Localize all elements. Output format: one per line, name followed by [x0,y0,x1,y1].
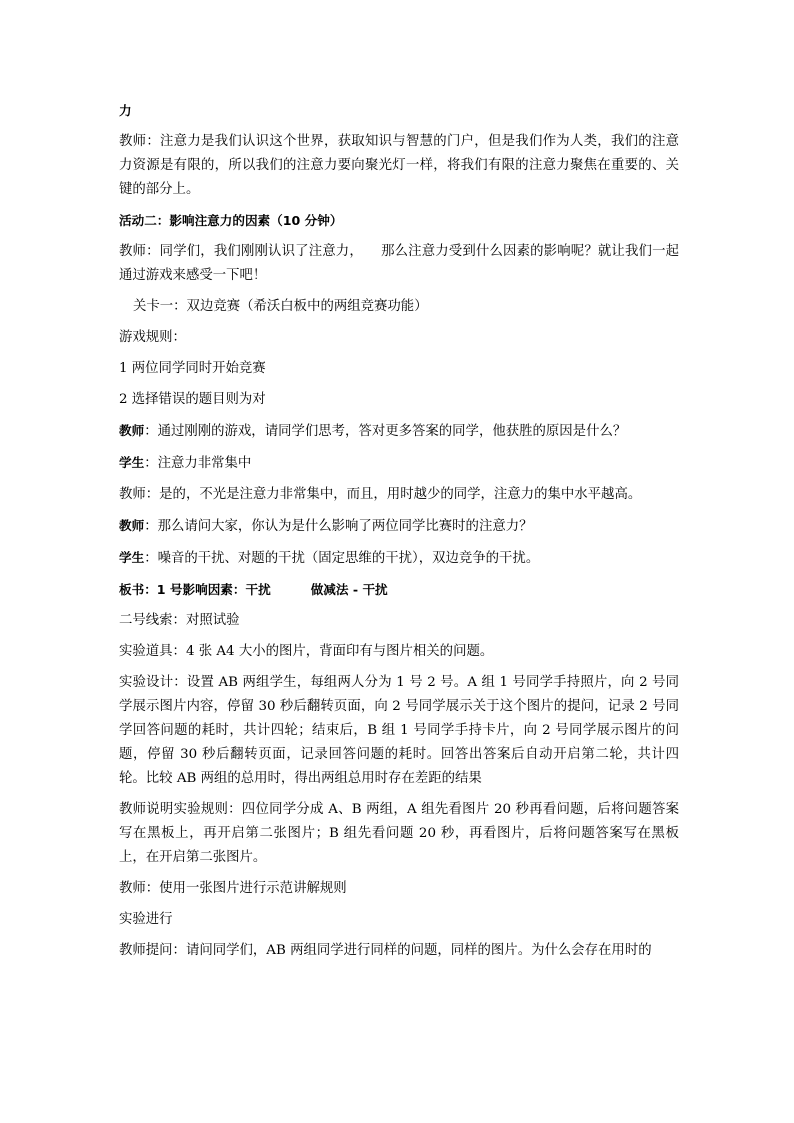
paragraph-experiment-design: 实验设计：设置 AB 两组学生，每组两人分为 1 号 2 号。A 组 1 号同学手持照片，向 2 号同学展示图片内容，停留 30 秒后翻转页面，向 2 号同学展示关于这个图片的提问，记录 2 号同学回答问题的耗时，共计四轮；结束后，B 组 1 号同学手持卡片，向 2 号同学展示图片的问题，停留 30 秒后翻转页面，记录回答问题的耗时。回答出答案后自动开启第二轮，共计四轮。比较 AB 两组的总用时，得出两组总用时存在差距的结果 [119,675,679,786]
speaker-label-teacher: 教师 [119,518,145,533]
teacher-game-intro-part2: 那么注意力受到什么因素的影响呢？就让我们一起通过游戏来感受一下吧！ [119,244,680,283]
paragraph-student-answer [119,451,679,476]
speaker-label-teacher: 教师 [119,423,145,438]
paragraph-teacher-final-question: 教师提问：请问同学们，AB 两组同学进行同样的问题，同样的图片。为什么会存在用时的 [119,943,652,958]
speaker-text: ：噪音的干扰、对题的干扰（固定思维的干扰），双边竞争的干扰。 [144,551,540,566]
paragraph-continuation: 力 [119,103,132,118]
document-body [119,99,679,970]
speaker-text: ：那么请问大家，你认为是什么影响了两位同学比赛时的注意力？ [144,519,533,534]
paragraph-rule-2: 2 选择错误的题目则为对 [119,392,266,407]
paragraph-demo: 教师：使用一张图片进行示范讲解规则 [119,881,347,896]
blackboard-note-part2: 做减法 - 干扰 [310,582,388,597]
paragraph-teacher-response: 教师：是的，不光是注意力非常集中，而且，用时越少的同学，注意力的集中水平越高。 [119,487,642,502]
paragraph-teacher-question-2 [119,514,679,539]
paragraph-experiment-run: 实验进行 [119,912,173,927]
speaker-label-student: 学生 [119,550,145,565]
paragraph-blackboard-note [119,578,679,602]
teacher-game-intro-part1: 教师：同学们，我们刚刚认识了注意力， [119,244,363,259]
paragraph-experiment-props: 实验道具：4 张 A4 大小的图片，背面印有与图片相关的问题。 [119,644,494,659]
paragraph-student-answer-2 [119,546,679,571]
paragraph-level-one: 关卡一：双边竞赛（希沃白板中的两组竞赛功能） [133,299,428,314]
heading-activity-two: 活动二：影响注意力的因素（10 分钟） [119,213,343,228]
blackboard-note-part1: 板书：1 号影响因素：干扰 [119,582,271,597]
speaker-text: ：通过刚刚的游戏，请同学们思考，答对更多答案的同学，他获胜的原因是什么？ [144,424,627,439]
paragraph-clue-two: 二号线索：对照试验 [119,613,240,628]
speaker-label-student: 学生 [119,455,145,470]
speaker-text: ：注意力非常集中 [144,456,252,471]
paragraph-rule-1: 1 两位同学同时开始竞赛 [119,361,266,376]
paragraph-teacher-question [119,419,679,444]
paragraph-experiment-rules: 教师说明实验规则：四位同学分成 A、B 两组，A 组先看图片 20 秒再看问题，后将问题答案写在黑板上，再开启第二张图片；B 组先看问题 20 秒，再看图片，后将问题答案写在黑板上，在开启第二张图片。 [119,802,679,865]
paragraph-teacher-attention-intro: 教师：注意力是我们认识这个世界，获取知识与智慧的门户，但是我们作为人类，我们的注意力资源是有限的，所以我们的注意力要向聚光灯一样，将我们有限的注意力聚焦在重要的、关键的部分上。 [119,134,679,197]
paragraph-teacher-game-intro [119,240,679,288]
paragraph-game-rules-title: 游戏规则： [119,330,186,345]
